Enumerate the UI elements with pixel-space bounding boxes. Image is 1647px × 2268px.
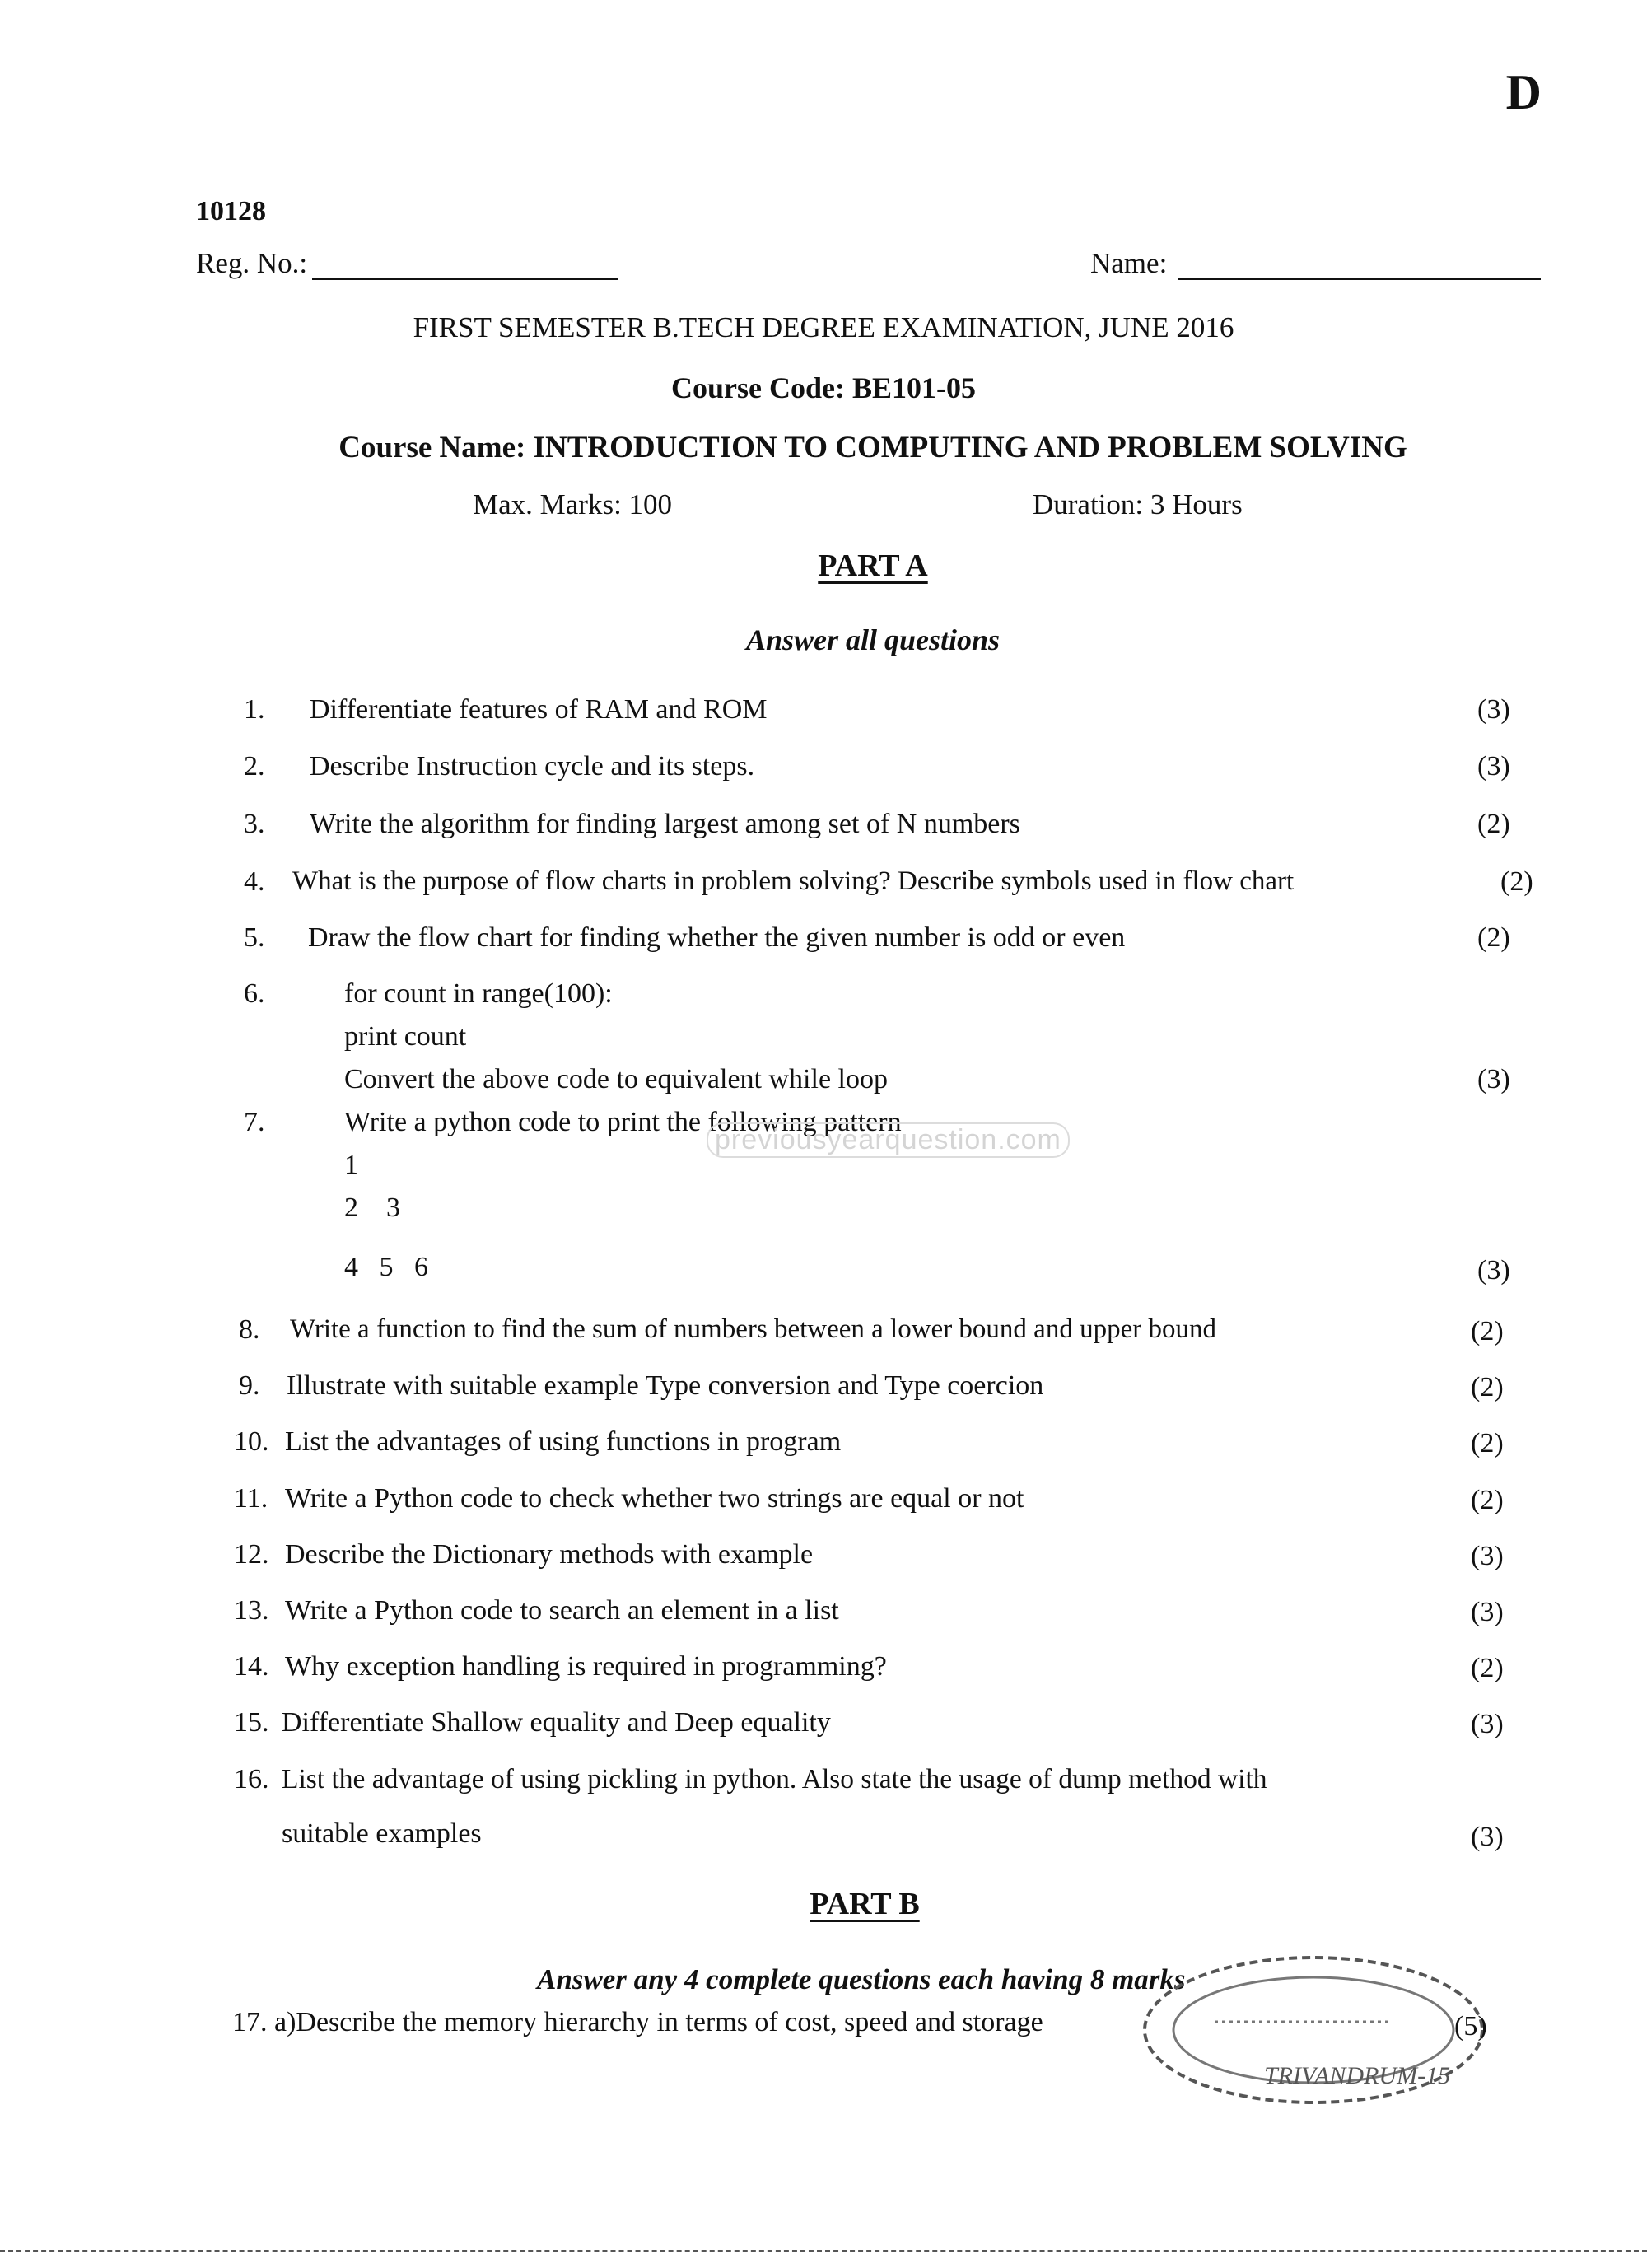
- stamp-text: TRIVANDRUM-15: [1264, 2062, 1451, 2089]
- institution-stamp: [1116, 1939, 1503, 2133]
- question-marks: (2): [1471, 1428, 1504, 1458]
- question-text: Describe Instruction cycle and its steps.: [310, 751, 755, 782]
- part-b-instruction: Answer any 4 complete questions each having 8 marks: [537, 1963, 1186, 1995]
- question-marks: (2): [1471, 1485, 1504, 1515]
- reg-no-blank: [312, 254, 618, 280]
- question-marks: (2): [1471, 1372, 1504, 1402]
- question-text: Convert the above code to equivalent while loop: [344, 1064, 888, 1094]
- question-code-line: for count in range(100):: [344, 978, 613, 1009]
- question-text: Write the algorithm for finding largest among set of N numbers: [310, 809, 1020, 839]
- part-b-title: PART B: [810, 1887, 920, 1921]
- question-marks: (2): [1500, 866, 1533, 897]
- question-number: 7.: [244, 1107, 265, 1137]
- question-marks: (3): [1477, 1255, 1510, 1286]
- question-number: 13.: [234, 1595, 269, 1626]
- question-text: List the advantage of using pickling in python. Also state the usage of dump method with: [282, 1764, 1267, 1794]
- question-marks: (3): [1471, 1822, 1504, 1852]
- question-marks: (2): [1471, 1653, 1504, 1683]
- question-text: What is the purpose of flow charts in problem solving? Describe symbols used in flow chart: [292, 866, 1295, 896]
- question-text: Write a Python code to check whether two strings are equal or not: [285, 1483, 1024, 1514]
- watermark: previousyearquestion.com: [707, 1122, 1070, 1158]
- question-text: Write a Python code to search an element in a list: [285, 1595, 839, 1626]
- question-17a-text: 17. a)Describe the memory hierarchy in terms of cost, speed and storage: [232, 2007, 1043, 2037]
- question-number: 2.: [244, 751, 265, 782]
- question-text: Write a python code to print the following pattern: [344, 1107, 902, 1137]
- stamp-graphic: [1116, 1939, 1503, 2129]
- question-set-letter: D: [1505, 65, 1542, 119]
- question-17a-marks: (5): [1454, 2011, 1487, 2042]
- question-marks: (3): [1471, 1541, 1504, 1571]
- name-field: [1090, 247, 1541, 280]
- question-marks: (2): [1471, 1316, 1504, 1346]
- exam-title: FIRST SEMESTER B.TECH DEGREE EXAMINATION, JUNE 2016: [413, 311, 1234, 343]
- paper-code: 10128: [196, 196, 266, 226]
- question-number: 10.: [234, 1426, 269, 1457]
- question-number: 8.: [239, 1314, 260, 1345]
- question-text: Draw the flow chart for finding whether the given number is odd or even: [308, 922, 1126, 953]
- question-marks: (2): [1477, 922, 1510, 953]
- question-number: 16.: [234, 1764, 269, 1794]
- part-a-instruction: Answer all questions: [745, 623, 1001, 656]
- pattern-row: 4 5 6: [344, 1252, 428, 1282]
- question-number: 5.: [244, 922, 265, 953]
- question-code-line: print count: [344, 1021, 467, 1052]
- course-name: [49, 430, 1647, 465]
- course-name-value: INTRODUCTION TO COMPUTING AND PROBLEM SOLVING: [533, 431, 1407, 464]
- question-marks: (3): [1471, 1597, 1504, 1627]
- reg-no-label: Reg. No.:: [196, 247, 308, 279]
- question-marks: (3): [1477, 1064, 1510, 1094]
- question-number: 3.: [244, 809, 265, 839]
- question-text: Differentiate features of RAM and ROM: [310, 694, 768, 725]
- question-text: Illustrate with suitable example Type conversion and Type coercion: [287, 1370, 1044, 1401]
- question-text: suitable examples: [282, 1818, 482, 1849]
- question-text: Write a function to find the sum of numbers between a lower bound and upper bound: [290, 1314, 1216, 1344]
- question-number: 11.: [234, 1483, 268, 1514]
- course-name-label: Course Name:: [338, 431, 526, 464]
- question-number: 6.: [244, 978, 265, 1009]
- reg-no-field: [196, 247, 618, 280]
- question-number: 4.: [244, 866, 265, 897]
- pattern-row: 2 3: [344, 1192, 400, 1223]
- question-marks: (2): [1477, 809, 1510, 839]
- duration: Duration: 3 Hours: [1033, 488, 1243, 520]
- name-blank: [1178, 254, 1541, 280]
- part-a-title: PART A: [818, 548, 928, 583]
- course-code: Course Code: BE101-05: [671, 371, 976, 404]
- question-text: Describe the Dictionary methods with example: [285, 1539, 814, 1570]
- pattern-row: 1: [344, 1150, 358, 1180]
- question-marks: (3): [1477, 751, 1510, 782]
- question-number: 14.: [234, 1651, 269, 1682]
- name-label: Name:: [1090, 247, 1168, 279]
- question-marks: (3): [1471, 1709, 1504, 1739]
- max-marks: Max. Marks: 100: [473, 488, 673, 520]
- question-text: List the advantages of using functions in program: [285, 1426, 842, 1457]
- question-marks: (3): [1477, 694, 1510, 725]
- question-number: 12.: [234, 1539, 269, 1570]
- question-text: Why exception handling is required in programming?: [285, 1651, 887, 1682]
- footer-divider: [0, 2250, 1647, 2252]
- question-number: 9.: [239, 1370, 260, 1401]
- question-number: 15.: [234, 1707, 269, 1738]
- question-text: Differentiate Shallow equality and Deep equality: [282, 1707, 831, 1738]
- question-number: 1.: [244, 694, 265, 725]
